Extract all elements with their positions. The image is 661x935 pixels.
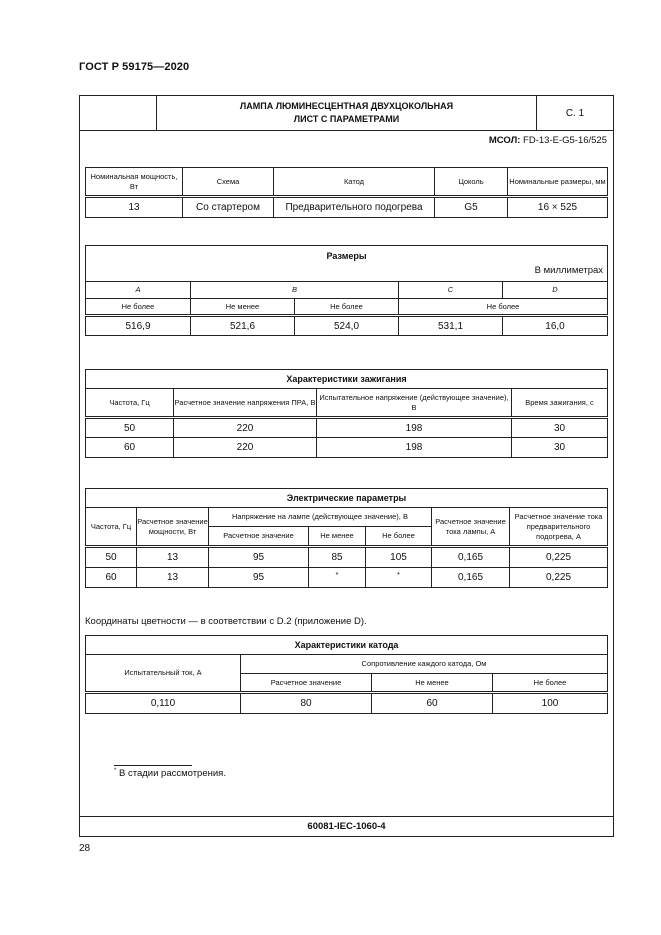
ignition-cell: 220 [174,438,317,458]
general-header: Номинальная мощность, Вт [86,168,183,197]
footnote-text: В стадии рассмотрения. [118,768,226,779]
dim-value: 524,0 [295,316,399,336]
cathode-cell: 0,110 [86,693,241,714]
ignition-cell: 198 [317,418,512,438]
dim-letter-a: A [86,282,191,299]
dim-value: 531,1 [399,316,503,336]
dim-limit: Не менее [191,299,295,316]
general-cell: G5 [435,197,508,218]
ignition-cell: 30 [512,418,608,438]
electrical-cell: * [366,568,432,588]
cathode-cell: 80 [241,693,372,714]
dim-letter-d: D [503,282,608,299]
general-cell: Предварительного подогрева [274,197,435,218]
electrical-cell: 95 [209,547,309,568]
cathode-header-calc: Расчетное значение [241,674,372,693]
ignition-table [85,369,608,458]
electrical-cell: * [309,568,366,588]
dim-value: 16,0 [503,316,608,336]
ignition-header: Частота, Гц [86,389,174,418]
electrical-cell: 13 [137,568,209,588]
electrical-cell: 13 [137,547,209,568]
dimensions-unit: В миллиметрах [534,265,604,276]
dim-letter-b: B [191,282,399,299]
electrical-table [85,488,608,588]
dimensions-title: Размеры [326,251,367,261]
cathode-table [85,635,608,714]
dim-limit: Не более [295,299,399,316]
header-blank-cell [80,96,157,130]
cathode-header-resistance: Сопротивление каждого катода, Ом [241,655,608,674]
ignition-header: Время зажигания, с [512,389,608,418]
general-table [85,167,608,218]
general-header: Схема [183,168,274,197]
ignition-header: Испытательное напряжение (действующее значение), В [317,389,512,418]
electrical-header-v-min: Не менее [309,527,366,547]
ignition-cell: 50 [86,418,174,438]
cathode-cell: 100 [493,693,608,714]
footnote-separator [114,765,192,766]
chromaticity-note: Координаты цветности — в соответствии с D.2 (приложение D). [85,616,367,627]
electrical-cell: 0,225 [510,568,608,588]
electrical-cell: 50 [86,547,137,568]
sheet-title [157,96,537,130]
electrical-cell: 0,165 [432,547,510,568]
msol-label: МСОЛ: [488,135,521,146]
footnote [114,768,226,779]
msol-code [489,135,607,146]
electrical-cell: 105 [366,547,432,568]
electrical-header-voltage: Напряжение на лампе (действующее значение), В [209,508,432,527]
cathode-cell: 60 [372,693,493,714]
sheet-code: 60081-IEC-1060-4 [79,816,614,836]
general-cell: Со стартером [183,197,274,218]
electrical-header-v-max: Не более [366,527,432,547]
electrical-cell: 85 [309,547,366,568]
dim-limit: Не более [86,299,191,316]
electrical-header-current: Расчетное значение тока лампы, А [432,508,510,547]
electrical-cell: 0,165 [432,568,510,588]
ignition-cell: 198 [317,438,512,458]
electrical-header-power: Расчетное значение мощности, Вт [137,508,209,547]
ignition-title: Характеристики зажигания [86,370,608,389]
footnote-mark: * [114,768,117,774]
electrical-header-preheat: Расчетное значение тока предварительного подогрева, А [510,508,608,547]
title-line-1: ЛАМПА ЛЮМИНЕСЦЕНТНАЯ ДВУХЦОКОЛЬНАЯ [239,101,454,111]
sheet-header [80,96,613,131]
general-header: Цоколь [435,168,508,197]
cathode-header-max: Не более [493,674,608,693]
electrical-title: Электрические параметры [86,489,608,508]
title-line-2: ЛИСТ С ПАРАМЕТРАМИ [293,114,400,124]
general-cell: 16 × 525 [508,197,608,218]
dim-letter-c: C [399,282,503,299]
general-cell: 13 [86,197,183,218]
electrical-cell: 95 [209,568,309,588]
general-header: Катод [274,168,435,197]
electrical-header-v-calc: Расчетное значение [209,527,309,547]
page-number: 28 [79,843,91,854]
standard-code: ГОСТ Р 59175—2020 [79,61,190,73]
cathode-header-min: Не менее [372,674,493,693]
cathode-header-test-current: Испытательный ток, А [86,655,241,693]
ignition-cell: 30 [512,438,608,458]
ignition-header: Расчетное значение напряжения ПРА, В [174,389,317,418]
dim-value: 516,9 [86,316,191,336]
ignition-cell: 60 [86,438,174,458]
general-header: Номинальные размеры, мм [508,168,608,197]
msol-value: FD-13-E-G5-16/525 [523,135,607,146]
electrical-header-frequency: Частота, Гц [86,508,137,547]
sheet-page: С. 1 [565,107,585,119]
electrical-cell: 0,225 [510,547,608,568]
dimensions-table [85,245,608,336]
ignition-cell: 220 [174,418,317,438]
dimensions-title-cell [86,246,608,282]
electrical-cell: 60 [86,568,137,588]
dim-value: 521,6 [191,316,295,336]
cathode-title: Характеристики катода [86,636,608,655]
dim-limit: Не более [399,299,608,316]
